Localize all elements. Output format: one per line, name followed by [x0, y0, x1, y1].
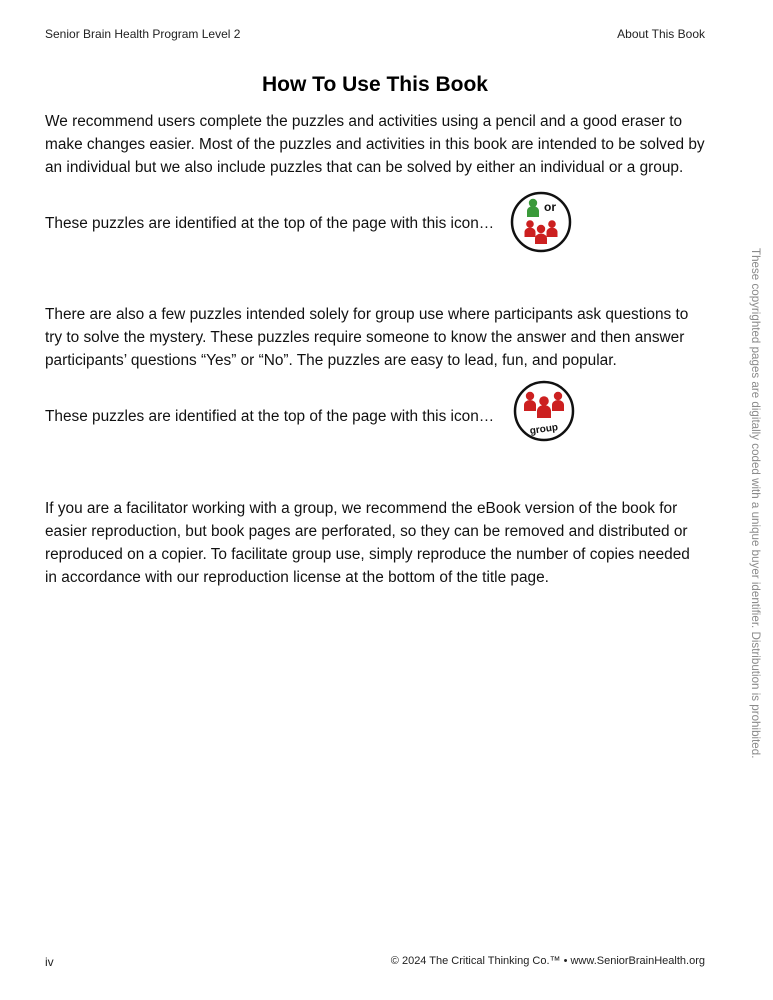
group-puzzles-paragraph: There are also a few puzzles intended solely for group use where participants ask questions to try to solve the mystery. These puzzles require someone to know the answer and then answer participants’ questions “Yes” or “No”. The puzzles are easy to lead, fun, and popular.: [45, 306, 689, 369]
running-header-title: Senior Brain Health Program Level 2: [45, 27, 241, 41]
page-number: iv: [45, 955, 54, 969]
group-icon-note: These puzzles are identified at the top of the page with this icon…: [45, 408, 495, 425]
copyright-side-notice: These copyrighted pages are digitally coded with a unique buyer identifier. Distribution is prohibited.: [749, 248, 762, 759]
intro-paragraph: We recommend users complete the puzzles and activities using a pencil and a good eraser to make changes easier. Most of the puzzles and activities in this book are intended to be solved by an individual but we also include puzzles that can be solved by either an individual or a group.: [45, 113, 705, 176]
or-label: or: [544, 200, 556, 214]
group-label: group: [529, 422, 559, 437]
facilitator-paragraph: If you are a facilitator working with a group, we recommend the eBook version of the book for easier reproduction, but book pages are perforated, so they can be removed and distributed or reproduced on a copier. To facilitate group use, simply reproduce the number of copies needed in accordance with our reproduction license at the bottom of the title page.: [45, 500, 690, 586]
footer-copyright: © 2024 The Critical Thinking Co.™ • www.SeniorBrainHealth.org: [390, 955, 705, 967]
group-icon: [513, 380, 575, 442]
running-header-section: About This Book: [617, 27, 705, 41]
individual-or-group-icon-note: These puzzles are identified at the top of the page with this icon…: [45, 215, 495, 232]
individual-or-group-icon: [510, 191, 572, 253]
page-title: How To Use This Book: [262, 73, 488, 96]
